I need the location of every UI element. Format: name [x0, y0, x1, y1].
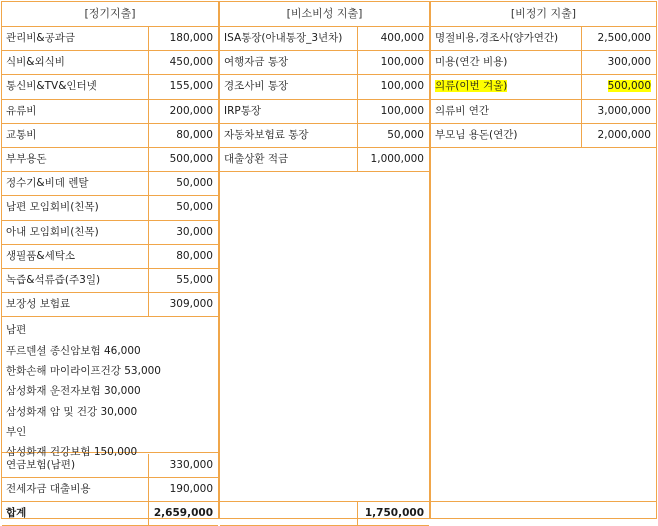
note-line: 남편 [6, 324, 27, 337]
row-value-text: 50,000 [176, 201, 213, 214]
row-value-text: 55,000 [176, 274, 213, 286]
row-value-text: 30,000 [176, 225, 213, 238]
regular-header: [정기지출] [2, 2, 218, 27]
irregular-header: [비정기 지출] [431, 2, 656, 27]
row-label-text: 경조사비 통장 [224, 80, 289, 93]
row-label-text: 관리비&공과금 [6, 32, 76, 44]
row-label [2, 454, 149, 478]
row-label [2, 502, 149, 526]
row-value-text: 100,000 [380, 104, 424, 117]
row-value-text: 80,000 [176, 249, 213, 262]
regular-expense-column [1, 1, 219, 519]
row-value [149, 148, 218, 172]
row-value-text: 500,000 [169, 153, 213, 165]
row-value-text: 1,000,000 [370, 153, 424, 165]
note-line: 삼성화재 운전자보험 30,000 [6, 385, 141, 398]
row-label [431, 75, 582, 99]
row-label [431, 124, 582, 148]
row-value-text: 309,000 [169, 298, 213, 311]
row-label [220, 502, 358, 526]
row-value-text: 500,000 [607, 80, 651, 93]
row-label-text: 정수기&비데 렌탈 [6, 177, 89, 190]
row-value [582, 124, 656, 148]
row-label-text: 대출상환 적금 [224, 153, 289, 165]
row-label [220, 51, 358, 75]
row-label-text: 합계 [6, 506, 27, 519]
row-value-text: 180,000 [169, 32, 213, 44]
row-value [358, 75, 429, 99]
row-label [220, 75, 358, 99]
row-value-text: 2,500,000 [597, 32, 651, 44]
empty-area [431, 148, 656, 502]
row-label [2, 148, 149, 172]
row-label [2, 269, 149, 293]
row-value-text: 200,000 [169, 104, 213, 117]
row-value-text: 400,000 [380, 32, 424, 44]
note-line: 삼성화재 건강보험 150,000 [6, 446, 138, 459]
row-label [431, 100, 582, 124]
row-label-text: 교통비 [6, 128, 37, 141]
row-value [149, 269, 218, 293]
row-label-text: 부모님 용돈(연간) [435, 128, 518, 141]
row-value [149, 172, 218, 196]
row-value [358, 27, 429, 51]
row-label-text: 미용(연간 비용) [435, 56, 508, 69]
row-label [2, 51, 149, 75]
row-label-text: 부부용돈 [6, 153, 47, 165]
row-value [149, 124, 218, 148]
non-consumption-column [219, 1, 430, 519]
row-label [220, 148, 358, 172]
row-label-text: 여행자금 통장 [224, 56, 289, 69]
row-label-text: 보장성 보험료 [6, 298, 71, 311]
row-label-text: 통신비&TV&인터넷 [6, 80, 97, 93]
row-label-text: 의류(이번 겨울) [435, 80, 508, 93]
irregular-expense-column [430, 1, 657, 519]
row-value [149, 293, 218, 317]
row-value [149, 502, 218, 526]
row-label [2, 196, 149, 220]
row-value [149, 196, 218, 220]
row-value [149, 478, 218, 502]
row-value [149, 100, 218, 124]
row-label [2, 124, 149, 148]
row-value-text: 3,000,000 [597, 104, 651, 117]
row-label [2, 27, 149, 51]
row-value-text: 1,750,000 [364, 506, 424, 519]
row-value-text: 100,000 [380, 80, 424, 93]
row-label-text: 자동차보험료 통장 [224, 128, 309, 141]
row-value-text: 50,000 [387, 128, 424, 141]
row-value [149, 245, 218, 269]
row-label-text: 식비&외식비 [6, 56, 65, 69]
row-value-text: 2,659,000 [153, 506, 213, 519]
row-value [149, 51, 218, 75]
row-value-text: 330,000 [169, 458, 213, 471]
note-line: 푸르덴셜 종신암보험 46,000 [6, 344, 141, 357]
row-value [582, 100, 656, 124]
row-label [431, 27, 582, 51]
row-value [358, 51, 429, 75]
row-value [149, 221, 218, 245]
row-label-text: ISA통장(아내통장_3년차) [224, 32, 343, 44]
row-value-text: 155,000 [169, 80, 213, 93]
row-label [2, 245, 149, 269]
row-label [2, 75, 149, 99]
row-label [2, 100, 149, 124]
row-value-text: 450,000 [169, 56, 213, 69]
row-value-text: 100,000 [380, 56, 424, 69]
row-value-text: 50,000 [176, 177, 213, 190]
row-label [431, 51, 582, 75]
row-label [220, 27, 358, 51]
row-value [582, 75, 656, 99]
row-label [2, 293, 149, 317]
note-line: 한화손해 마이라이프건강 53,000 [6, 364, 161, 377]
row-value-text: 190,000 [169, 482, 213, 495]
row-value [358, 502, 429, 526]
row-label-text: 아내 모임회비(친목) [6, 225, 99, 238]
row-label-text: 생필품&세탁소 [6, 249, 76, 262]
row-label-text: 유류비 [6, 104, 37, 117]
row-label-text: 의류비 연간 [435, 104, 490, 117]
note-line: 삼성화재 암 및 건강 30,000 [6, 405, 138, 418]
row-value-text: 2,000,000 [597, 128, 651, 141]
row-label [220, 100, 358, 124]
row-label-text: IRP통장 [224, 104, 262, 117]
row-value [149, 75, 218, 99]
row-value [149, 27, 218, 51]
row-label [2, 221, 149, 245]
row-value [149, 454, 218, 478]
row-value-text: 300,000 [607, 56, 651, 69]
non-consumption-header: [비소비성 지출] [220, 2, 429, 27]
row-label [220, 124, 358, 148]
row-label-text: 연금보험(남편) [6, 458, 76, 471]
row-label-text: 남편 모임회비(친목) [6, 201, 99, 214]
row-value [582, 27, 656, 51]
row-value [582, 51, 656, 75]
row-label-text: 명절비용,경조사(양가연간) [435, 32, 559, 44]
note-line: 부인 [6, 425, 27, 438]
row-value [358, 124, 429, 148]
row-value [358, 148, 429, 172]
row-label [2, 172, 149, 196]
row-value-text: 80,000 [176, 128, 213, 141]
row-value [358, 100, 429, 124]
empty-area [220, 172, 429, 502]
row-label-text: 녹즙&석류즙(주3일) [6, 274, 101, 286]
insurance-notes [2, 317, 218, 459]
row-label [2, 478, 149, 502]
row-label-text: 전세자금 대출비용 [6, 482, 91, 495]
